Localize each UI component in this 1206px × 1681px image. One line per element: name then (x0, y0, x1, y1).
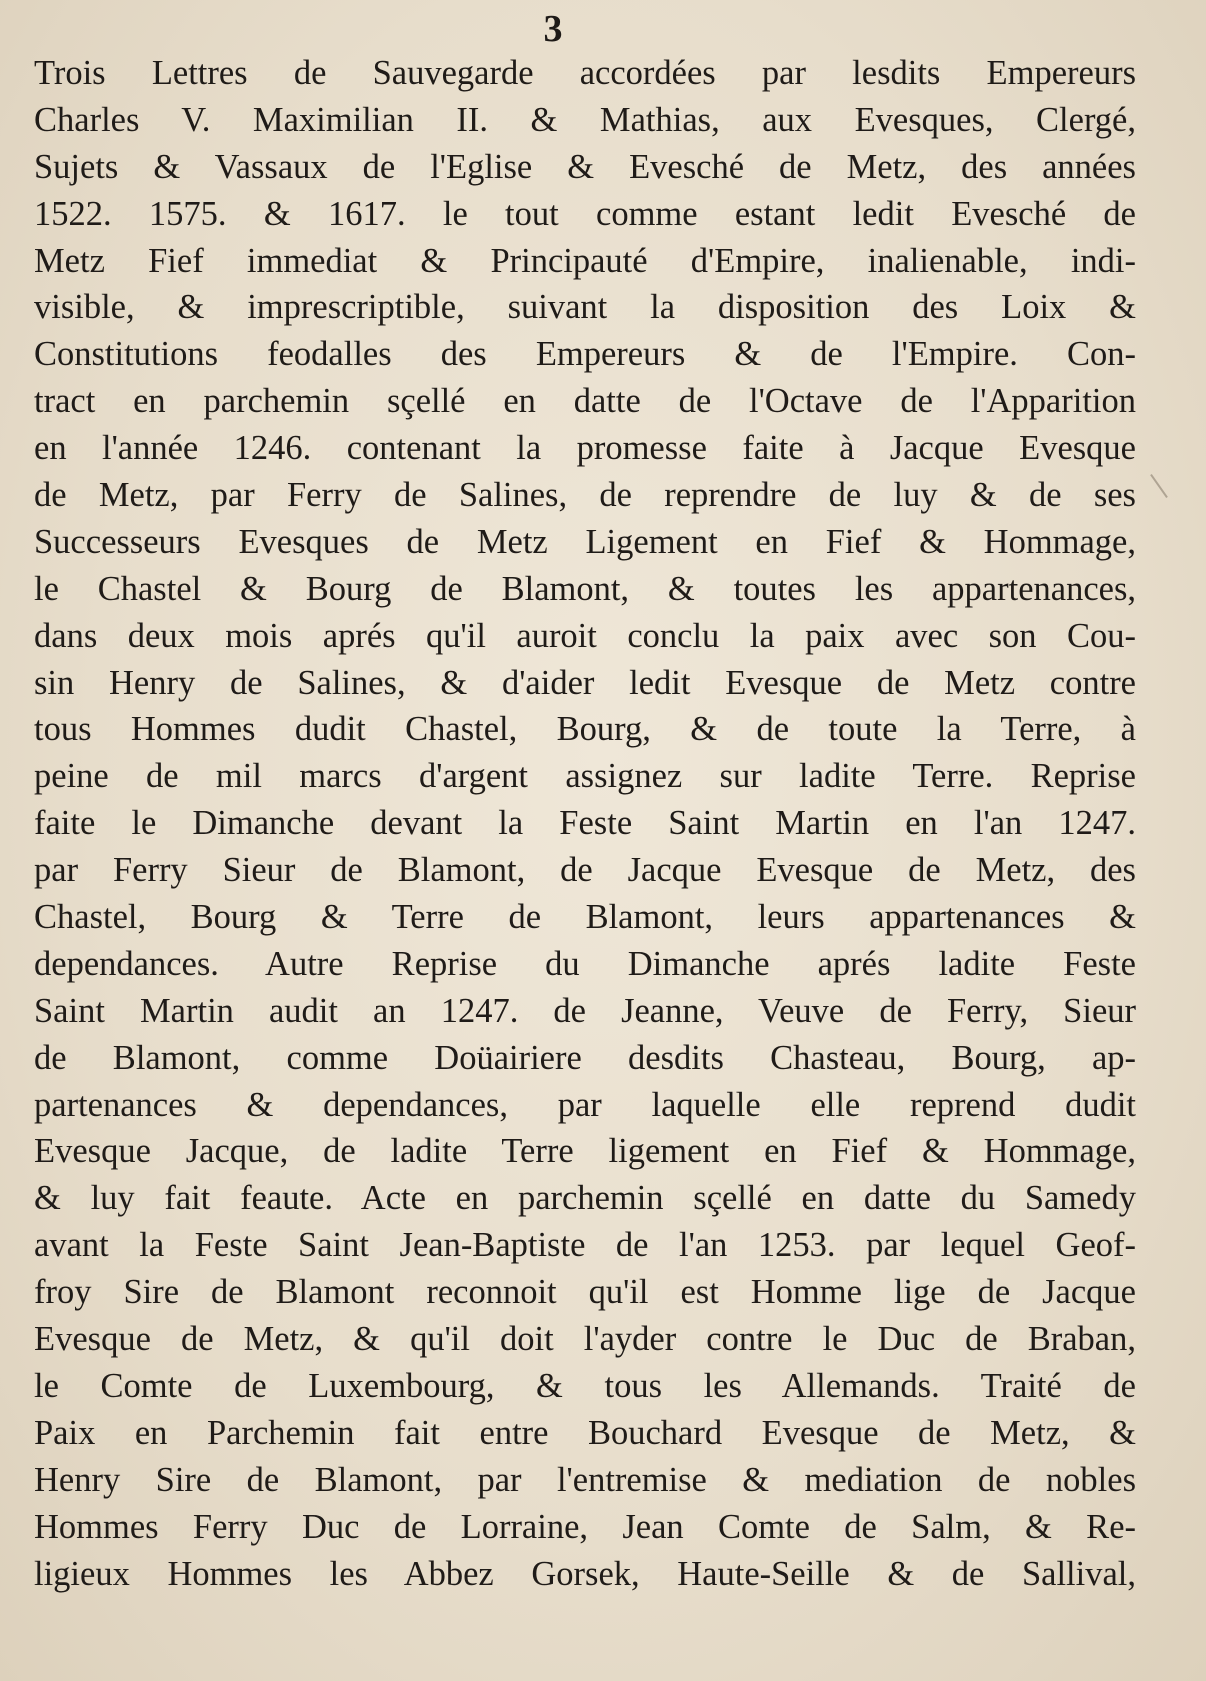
text-line: Hommes Ferry Duc de Lorraine, Jean Comte de Salm, & Re- (34, 1507, 1136, 1546)
text-line: dependances. Autre Reprise du Dimanche aprés ladite Feste (34, 944, 1136, 983)
body-text (34, 50, 1136, 1597)
text-line: froy Sire de Blamont reconnoit qu'il est Homme lige de Jacque (34, 1273, 1136, 1312)
text-line: de Metz, par Ferry de Salines, de reprendre de luy & de ses (34, 476, 1136, 515)
text-line: de Blamont, comme Doüairiere desdits Chasteau, Bourg, ap- (34, 1038, 1136, 1077)
text-line: ligieux Hommes les Abbez Gorsek, Haute-Seille & de Sallival, (34, 1554, 1136, 1593)
text-line: Metz Fief immediat & Principauté d'Empire, inalienable, indi- (34, 241, 1136, 280)
text-line: dans deux mois aprés qu'il auroit conclu la paix avec son Cou- (34, 616, 1136, 655)
text-line: Successeurs Evesques de Metz Ligement en Fief & Hommage, (34, 522, 1136, 561)
text-line: Sujets & Vassaux de l'Eglise & Evesché de Metz, des années (34, 147, 1136, 186)
ink-mark (1150, 474, 1168, 498)
page-number: 3 (543, 8, 563, 50)
text-line: tract en parchemin sçellé en datte de l'Octave de l'Apparition (34, 382, 1136, 421)
text-line: par Ferry Sieur de Blamont, de Jacque Evesque de Metz, des (34, 851, 1136, 890)
text-line: Constitutions feodalles des Empereurs & de l'Empire. Con- (34, 335, 1136, 374)
text-line: partenances & dependances, par laquelle elle reprend dudit (34, 1085, 1136, 1124)
text-line: Paix en Parchemin fait entre Bouchard Evesque de Metz, & (34, 1413, 1136, 1452)
text-line: en l'année 1246. contenant la promesse faite à Jacque Evesque (34, 429, 1136, 468)
text-line: Evesque de Metz, & qu'il doit l'ayder contre le Duc de Braban, (34, 1320, 1136, 1359)
text-line: Charles V. Maximilian II. & Mathias, aux Evesques, Clergé, (34, 100, 1136, 139)
text-line: 1522. 1575. & 1617. le tout comme estant ledit Evesché de (34, 194, 1136, 233)
text-line: peine de mil marcs d'argent assignez sur ladite Terre. Reprise (34, 757, 1136, 796)
text-line: Trois Lettres de Sauvegarde accordées par lesdits Empereurs (34, 54, 1136, 92)
text-line: sin Henry de Salines, & d'aider ledit Evesque de Metz contre (34, 663, 1136, 702)
text-line: Evesque Jacque, de ladite Terre ligement en Fief & Hommage, (34, 1132, 1136, 1171)
text-line: Saint Martin audit an 1247. de Jeanne, Veuve de Ferry, Sieur (34, 991, 1136, 1030)
text-line: le Comte de Luxembourg, & tous les Allemands. Traité de (34, 1366, 1136, 1405)
text-line: faite le Dimanche devant la Feste Saint Martin en l'an 1247. (34, 804, 1136, 843)
text-line: visible, & imprescriptible, suivant la disposition des Loix & (34, 288, 1136, 327)
text-line: le Chastel & Bourg de Blamont, & toutes les appartenances, (34, 569, 1136, 608)
text-line: Henry Sire de Blamont, par l'entremise & mediation de nobles (34, 1460, 1136, 1499)
text-line: & luy fait feaute. Acte en parchemin sçellé en datte du Samedy (34, 1179, 1136, 1218)
text-line: Chastel, Bourg & Terre de Blamont, leurs appartenances & (34, 898, 1136, 937)
text-line: avant la Feste Saint Jean-Baptiste de l'an 1253. par lequel Geof- (34, 1226, 1136, 1265)
text-line: tous Hommes dudit Chastel, Bourg, & de toute la Terre, à (34, 710, 1136, 749)
